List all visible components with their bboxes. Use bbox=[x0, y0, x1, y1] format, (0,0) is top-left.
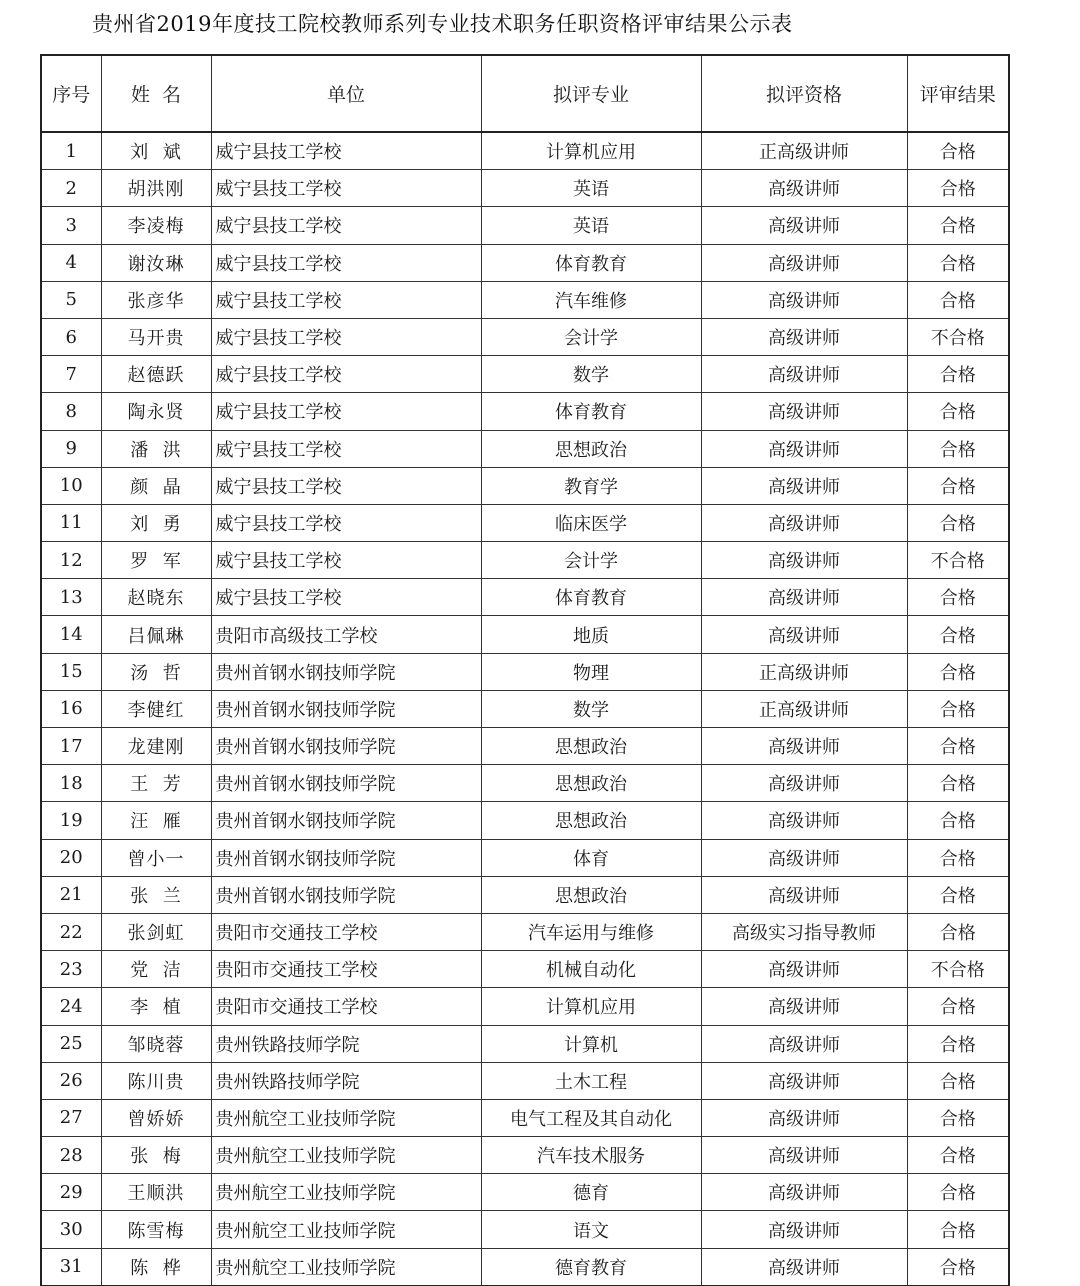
cell-name: 李 植 bbox=[101, 988, 211, 1025]
cell-major: 机械自动化 bbox=[481, 951, 701, 988]
cell-result: 合格 bbox=[907, 653, 1009, 690]
cell-unit: 威宁县技工学校 bbox=[211, 356, 481, 393]
cell-qualification: 高级讲师 bbox=[701, 1137, 907, 1174]
cell-name: 曾娇娇 bbox=[101, 1099, 211, 1136]
cell-no: 23 bbox=[41, 951, 101, 988]
cell-name: 马开贵 bbox=[101, 318, 211, 355]
cell-name: 陈雪梅 bbox=[101, 1211, 211, 1248]
cell-no: 4 bbox=[41, 244, 101, 281]
cell-result: 合格 bbox=[907, 1211, 1009, 1248]
cell-major: 临床医学 bbox=[481, 504, 701, 541]
cell-unit: 威宁县技工学校 bbox=[211, 579, 481, 616]
cell-major: 思想政治 bbox=[481, 728, 701, 765]
cell-name: 谢汝琳 bbox=[101, 244, 211, 281]
cell-major: 英语 bbox=[481, 207, 701, 244]
cell-no: 27 bbox=[41, 1099, 101, 1136]
cell-result: 合格 bbox=[907, 579, 1009, 616]
cell-unit: 贵州首钢水钢技师学院 bbox=[211, 690, 481, 727]
cell-result: 合格 bbox=[907, 1137, 1009, 1174]
cell-unit: 威宁县技工学校 bbox=[211, 318, 481, 355]
cell-unit: 贵州铁路技师学院 bbox=[211, 1025, 481, 1062]
cell-unit: 贵阳市交通技工学校 bbox=[211, 988, 481, 1025]
cell-name: 张 兰 bbox=[101, 876, 211, 913]
table-row bbox=[41, 207, 1009, 244]
cell-name: 赵晓东 bbox=[101, 579, 211, 616]
cell-no: 9 bbox=[41, 430, 101, 467]
table-row bbox=[41, 1137, 1009, 1174]
table-row bbox=[41, 1099, 1009, 1136]
cell-qualification: 正高级讲师 bbox=[701, 690, 907, 727]
table-row bbox=[41, 504, 1009, 541]
cell-major: 体育教育 bbox=[481, 244, 701, 281]
table-row bbox=[41, 1025, 1009, 1062]
cell-major: 数学 bbox=[481, 356, 701, 393]
cell-major: 数学 bbox=[481, 690, 701, 727]
cell-major: 教育学 bbox=[481, 467, 701, 504]
cell-name: 张彦华 bbox=[101, 281, 211, 318]
cell-qualification: 高级讲师 bbox=[701, 616, 907, 653]
cell-qualification: 高级讲师 bbox=[701, 802, 907, 839]
cell-qualification: 高级讲师 bbox=[701, 281, 907, 318]
cell-name: 吕佩琳 bbox=[101, 616, 211, 653]
table-row bbox=[41, 170, 1009, 207]
cell-no: 12 bbox=[41, 542, 101, 579]
cell-unit: 威宁县技工学校 bbox=[211, 281, 481, 318]
cell-qualification: 正高级讲师 bbox=[701, 653, 907, 690]
cell-qualification: 高级讲师 bbox=[701, 728, 907, 765]
cell-major: 汽车运用与维修 bbox=[481, 913, 701, 950]
cell-qualification: 高级讲师 bbox=[701, 430, 907, 467]
cell-unit: 威宁县技工学校 bbox=[211, 430, 481, 467]
cell-unit: 贵州首钢水钢技师学院 bbox=[211, 653, 481, 690]
table-row bbox=[41, 467, 1009, 504]
table-row bbox=[41, 1248, 1009, 1286]
table-body bbox=[41, 132, 1009, 1286]
cell-qualification: 高级讲师 bbox=[701, 579, 907, 616]
cell-result: 不合格 bbox=[907, 542, 1009, 579]
cell-qualification: 高级讲师 bbox=[701, 1099, 907, 1136]
cell-result: 合格 bbox=[907, 430, 1009, 467]
cell-result: 合格 bbox=[907, 988, 1009, 1025]
header-name: 姓 名 bbox=[101, 55, 211, 132]
header-result: 评审结果 bbox=[907, 55, 1009, 132]
table-header-row bbox=[41, 55, 1009, 132]
cell-unit: 贵州航空工业技师学院 bbox=[211, 1174, 481, 1211]
cell-name: 陈 桦 bbox=[101, 1248, 211, 1286]
cell-qualification: 高级讲师 bbox=[701, 765, 907, 802]
cell-name: 陶永贤 bbox=[101, 393, 211, 430]
cell-major: 电气工程及其自动化 bbox=[481, 1099, 701, 1136]
cell-result: 合格 bbox=[907, 132, 1009, 170]
cell-qualification: 高级讲师 bbox=[701, 542, 907, 579]
cell-result: 合格 bbox=[907, 244, 1009, 281]
cell-name: 张剑虹 bbox=[101, 913, 211, 950]
cell-major: 汽车技术服务 bbox=[481, 1137, 701, 1174]
cell-no: 29 bbox=[41, 1174, 101, 1211]
cell-result: 不合格 bbox=[907, 951, 1009, 988]
table-row bbox=[41, 951, 1009, 988]
cell-no: 1 bbox=[41, 132, 101, 170]
cell-result: 合格 bbox=[907, 1099, 1009, 1136]
cell-no: 15 bbox=[41, 653, 101, 690]
cell-result: 合格 bbox=[907, 913, 1009, 950]
cell-no: 24 bbox=[41, 988, 101, 1025]
cell-name: 李凌梅 bbox=[101, 207, 211, 244]
cell-major: 汽车维修 bbox=[481, 281, 701, 318]
cell-no: 18 bbox=[41, 765, 101, 802]
cell-result: 合格 bbox=[907, 356, 1009, 393]
cell-no: 16 bbox=[41, 690, 101, 727]
cell-qualification: 高级讲师 bbox=[701, 393, 907, 430]
cell-unit: 贵阳市高级技工学校 bbox=[211, 616, 481, 653]
cell-qualification: 高级讲师 bbox=[701, 1025, 907, 1062]
table-row bbox=[41, 802, 1009, 839]
cell-result: 合格 bbox=[907, 765, 1009, 802]
cell-unit: 贵州航空工业技师学院 bbox=[211, 1099, 481, 1136]
cell-qualification: 高级讲师 bbox=[701, 244, 907, 281]
cell-unit: 贵阳市交通技工学校 bbox=[211, 951, 481, 988]
cell-no: 19 bbox=[41, 802, 101, 839]
cell-unit: 贵州首钢水钢技师学院 bbox=[211, 839, 481, 876]
cell-major: 思想政治 bbox=[481, 876, 701, 913]
table-row bbox=[41, 1174, 1009, 1211]
cell-no: 17 bbox=[41, 728, 101, 765]
cell-result: 合格 bbox=[907, 1062, 1009, 1099]
cell-qualification: 高级讲师 bbox=[701, 318, 907, 355]
cell-result: 合格 bbox=[907, 802, 1009, 839]
table-row bbox=[41, 616, 1009, 653]
cell-result: 合格 bbox=[907, 690, 1009, 727]
cell-major: 语文 bbox=[481, 1211, 701, 1248]
cell-no: 3 bbox=[41, 207, 101, 244]
cell-major: 计算机应用 bbox=[481, 132, 701, 170]
cell-major: 英语 bbox=[481, 170, 701, 207]
cell-name: 王 芳 bbox=[101, 765, 211, 802]
cell-no: 2 bbox=[41, 170, 101, 207]
cell-result: 合格 bbox=[907, 1248, 1009, 1286]
cell-unit: 贵州铁路技师学院 bbox=[211, 1062, 481, 1099]
cell-name: 刘 斌 bbox=[101, 132, 211, 170]
cell-result: 合格 bbox=[907, 393, 1009, 430]
cell-no: 6 bbox=[41, 318, 101, 355]
results-table bbox=[40, 54, 1010, 1286]
table-row bbox=[41, 1211, 1009, 1248]
cell-major: 计算机 bbox=[481, 1025, 701, 1062]
cell-unit: 贵州首钢水钢技师学院 bbox=[211, 802, 481, 839]
cell-major: 德育教育 bbox=[481, 1248, 701, 1286]
cell-major: 计算机应用 bbox=[481, 988, 701, 1025]
cell-name: 党 洁 bbox=[101, 951, 211, 988]
cell-unit: 威宁县技工学校 bbox=[211, 467, 481, 504]
cell-result: 合格 bbox=[907, 170, 1009, 207]
cell-no: 30 bbox=[41, 1211, 101, 1248]
cell-unit: 贵州航空工业技师学院 bbox=[211, 1248, 481, 1286]
cell-no: 20 bbox=[41, 839, 101, 876]
cell-no: 14 bbox=[41, 616, 101, 653]
cell-unit: 贵州首钢水钢技师学院 bbox=[211, 876, 481, 913]
cell-result: 合格 bbox=[907, 728, 1009, 765]
cell-no: 13 bbox=[41, 579, 101, 616]
cell-unit: 威宁县技工学校 bbox=[211, 132, 481, 170]
cell-name: 汤 哲 bbox=[101, 653, 211, 690]
cell-result: 合格 bbox=[907, 616, 1009, 653]
table-row bbox=[41, 728, 1009, 765]
cell-no: 8 bbox=[41, 393, 101, 430]
cell-no: 10 bbox=[41, 467, 101, 504]
cell-unit: 贵州首钢水钢技师学院 bbox=[211, 728, 481, 765]
cell-name: 赵德跃 bbox=[101, 356, 211, 393]
results-table-container bbox=[40, 54, 1008, 1286]
cell-major: 体育教育 bbox=[481, 579, 701, 616]
cell-no: 11 bbox=[41, 504, 101, 541]
cell-qualification: 高级讲师 bbox=[701, 504, 907, 541]
cell-name: 颜 晶 bbox=[101, 467, 211, 504]
table-row bbox=[41, 876, 1009, 913]
table-row bbox=[41, 690, 1009, 727]
cell-qualification: 高级讲师 bbox=[701, 1211, 907, 1248]
cell-no: 21 bbox=[41, 876, 101, 913]
cell-qualification: 高级讲师 bbox=[701, 951, 907, 988]
cell-qualification: 高级讲师 bbox=[701, 170, 907, 207]
cell-major: 思想政治 bbox=[481, 765, 701, 802]
cell-major: 会计学 bbox=[481, 318, 701, 355]
cell-result: 合格 bbox=[907, 207, 1009, 244]
cell-qualification: 高级讲师 bbox=[701, 1248, 907, 1286]
cell-result: 不合格 bbox=[907, 318, 1009, 355]
header-unit: 单位 bbox=[211, 55, 481, 132]
cell-major: 体育教育 bbox=[481, 393, 701, 430]
cell-major: 土木工程 bbox=[481, 1062, 701, 1099]
cell-result: 合格 bbox=[907, 281, 1009, 318]
cell-result: 合格 bbox=[907, 504, 1009, 541]
cell-name: 李健红 bbox=[101, 690, 211, 727]
table-row bbox=[41, 281, 1009, 318]
cell-major: 思想政治 bbox=[481, 802, 701, 839]
cell-qualification: 高级讲师 bbox=[701, 356, 907, 393]
cell-unit: 威宁县技工学校 bbox=[211, 170, 481, 207]
cell-major: 地质 bbox=[481, 616, 701, 653]
table-row bbox=[41, 839, 1009, 876]
cell-no: 26 bbox=[41, 1062, 101, 1099]
cell-qualification: 高级讲师 bbox=[701, 1062, 907, 1099]
table-row bbox=[41, 1062, 1009, 1099]
cell-qualification: 高级实习指导教师 bbox=[701, 913, 907, 950]
cell-name: 汪 雁 bbox=[101, 802, 211, 839]
cell-qualification: 高级讲师 bbox=[701, 839, 907, 876]
table-row bbox=[41, 132, 1009, 170]
cell-unit: 贵州航空工业技师学院 bbox=[211, 1137, 481, 1174]
table-row bbox=[41, 318, 1009, 355]
cell-qualification: 高级讲师 bbox=[701, 876, 907, 913]
cell-name: 刘 勇 bbox=[101, 504, 211, 541]
cell-result: 合格 bbox=[907, 876, 1009, 913]
cell-name: 胡洪刚 bbox=[101, 170, 211, 207]
cell-name: 陈川贵 bbox=[101, 1062, 211, 1099]
cell-name: 罗 军 bbox=[101, 542, 211, 579]
cell-name: 张 梅 bbox=[101, 1137, 211, 1174]
cell-name: 邹晓蓉 bbox=[101, 1025, 211, 1062]
cell-major: 体育 bbox=[481, 839, 701, 876]
table-row bbox=[41, 393, 1009, 430]
table-row bbox=[41, 913, 1009, 950]
cell-no: 28 bbox=[41, 1137, 101, 1174]
cell-qualification: 高级讲师 bbox=[701, 467, 907, 504]
cell-no: 25 bbox=[41, 1025, 101, 1062]
cell-no: 7 bbox=[41, 356, 101, 393]
cell-result: 合格 bbox=[907, 839, 1009, 876]
cell-major: 德育 bbox=[481, 1174, 701, 1211]
cell-unit: 威宁县技工学校 bbox=[211, 393, 481, 430]
cell-no: 5 bbox=[41, 281, 101, 318]
cell-major: 会计学 bbox=[481, 542, 701, 579]
cell-result: 合格 bbox=[907, 1025, 1009, 1062]
cell-name: 龙建刚 bbox=[101, 728, 211, 765]
cell-qualification: 高级讲师 bbox=[701, 988, 907, 1025]
table-row bbox=[41, 653, 1009, 690]
cell-unit: 贵州航空工业技师学院 bbox=[211, 1211, 481, 1248]
cell-unit: 威宁县技工学校 bbox=[211, 504, 481, 541]
cell-result: 合格 bbox=[907, 467, 1009, 504]
cell-no: 22 bbox=[41, 913, 101, 950]
cell-name: 潘 洪 bbox=[101, 430, 211, 467]
cell-no: 31 bbox=[41, 1248, 101, 1286]
cell-name: 曾小一 bbox=[101, 839, 211, 876]
page-title: 贵州省2019年度技工院校教师系列专业技术职务任职资格评审结果公示表 bbox=[92, 12, 793, 36]
table-row bbox=[41, 430, 1009, 467]
cell-unit: 威宁县技工学校 bbox=[211, 244, 481, 281]
cell-unit: 贵州首钢水钢技师学院 bbox=[211, 765, 481, 802]
cell-result: 合格 bbox=[907, 1174, 1009, 1211]
cell-unit: 贵阳市交通技工学校 bbox=[211, 913, 481, 950]
cell-name: 王顺洪 bbox=[101, 1174, 211, 1211]
cell-major: 思想政治 bbox=[481, 430, 701, 467]
cell-qualification: 正高级讲师 bbox=[701, 132, 907, 170]
cell-unit: 威宁县技工学校 bbox=[211, 207, 481, 244]
table-row bbox=[41, 356, 1009, 393]
cell-qualification: 高级讲师 bbox=[701, 1174, 907, 1211]
cell-major: 物理 bbox=[481, 653, 701, 690]
cell-unit: 威宁县技工学校 bbox=[211, 542, 481, 579]
table-row bbox=[41, 542, 1009, 579]
header-no: 序号 bbox=[41, 55, 101, 132]
table-row bbox=[41, 579, 1009, 616]
header-qualification: 拟评资格 bbox=[701, 55, 907, 132]
table-row bbox=[41, 988, 1009, 1025]
table-row bbox=[41, 765, 1009, 802]
table-row bbox=[41, 244, 1009, 281]
header-major: 拟评专业 bbox=[481, 55, 701, 132]
cell-qualification: 高级讲师 bbox=[701, 207, 907, 244]
